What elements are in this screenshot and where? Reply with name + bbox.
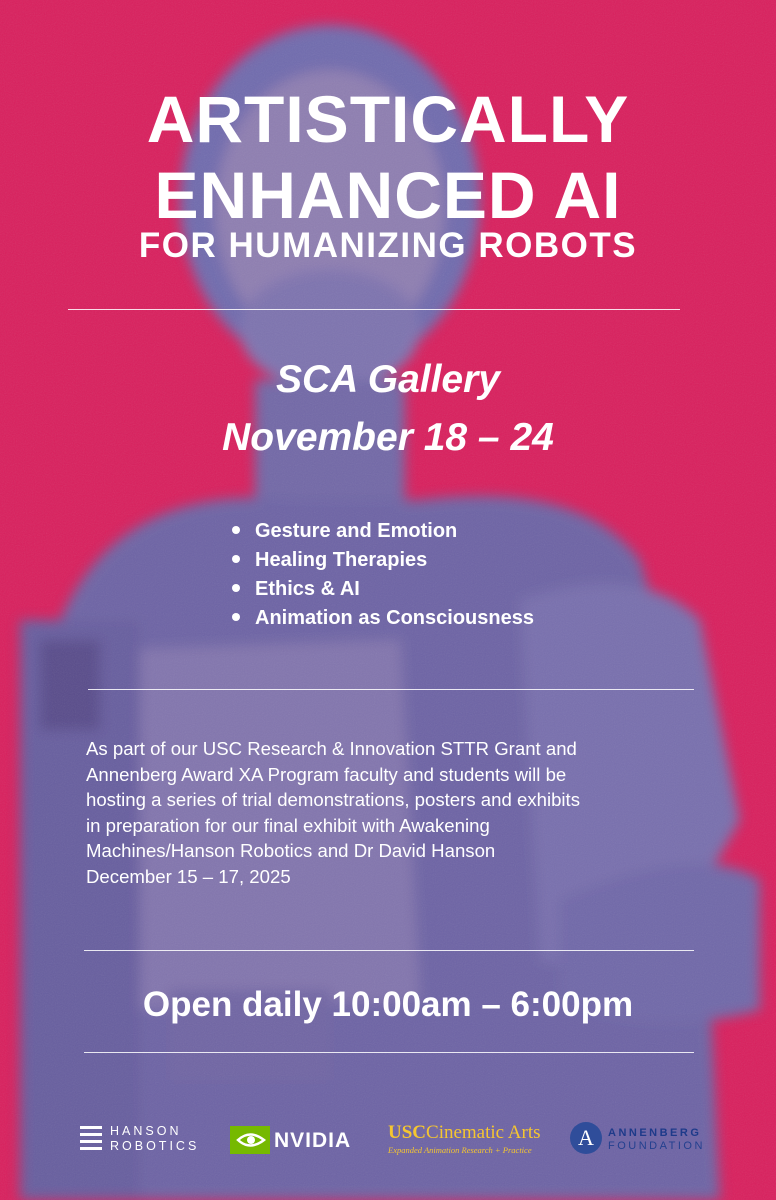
- bullet-icon: [232, 613, 240, 621]
- annenberg-word: ANNENBERG: [608, 1127, 702, 1139]
- description-line: Machines/Hanson Robotics and Dr David Hanson: [86, 840, 496, 861]
- divider-2: [88, 689, 694, 690]
- topic-label: Ethics & AI: [255, 578, 360, 600]
- nvidia-word: NVIDIA: [274, 1129, 352, 1152]
- list-item: [232, 575, 534, 604]
- bullet-icon: [232, 555, 240, 563]
- title-line-2: ENHANCED AI: [154, 158, 622, 232]
- subtitle: FOR HUMANIZING ROBOTS: [138, 226, 638, 265]
- description-line: Annenberg Award XA Program faculty and students will be: [86, 763, 567, 785]
- list-item: [232, 546, 534, 575]
- description-line: As part of our USC Research & Innovation STTR Grant and: [86, 738, 577, 759]
- annenberg-foundation-logo: [570, 1122, 710, 1158]
- divider-1: [68, 309, 680, 310]
- list-item: [232, 604, 534, 633]
- usc-word: USC: [388, 1122, 427, 1143]
- title-line-1: ARTISTICALLY: [146, 82, 630, 156]
- bullet-icon: [232, 526, 240, 534]
- nvidia-logo: [230, 1124, 370, 1156]
- description-line: in preparation for our final exhibit with Awakening: [86, 814, 490, 836]
- foundation-word: FOUNDATION: [608, 1140, 705, 1152]
- usc-subtitle: Expanded Animation Research + Practice: [388, 1145, 532, 1155]
- description-line: December 15 – 17, 2025: [86, 865, 291, 887]
- hanson-bars-icon: [80, 1126, 102, 1154]
- usc-name: [388, 1122, 541, 1144]
- robotics-word: ROBOTICS: [110, 1139, 200, 1153]
- divider-4: [84, 1052, 694, 1053]
- venue-name: SCA Gallery: [276, 358, 500, 401]
- divider-3: [84, 950, 694, 951]
- topic-label: Gesture and Emotion: [255, 520, 458, 542]
- cinematic-arts-word: Cinematic Arts: [426, 1122, 541, 1143]
- description-line: hosting a series of trial demonstrations, posters and exhibits: [86, 789, 581, 810]
- topic-list: [232, 517, 534, 633]
- topic-label: Healing Therapies: [255, 549, 428, 571]
- hanson-word: HANSON: [110, 1124, 182, 1138]
- annenberg-mark-icon: A: [570, 1122, 602, 1154]
- usc-cinematic-arts-logo: [388, 1122, 558, 1158]
- sponsor-logos: [0, 1110, 776, 1170]
- list-item: [232, 517, 534, 546]
- opening-hours: Open daily 10:00am – 6:00pm: [142, 985, 634, 1024]
- hanson-robotics-logo: [80, 1124, 220, 1156]
- bullet-icon: [232, 584, 240, 592]
- description: [86, 736, 726, 889]
- nvidia-eye-icon: [230, 1126, 270, 1154]
- venue-dates: November 18 – 24: [222, 416, 554, 459]
- topic-label: Animation as Consciousness: [255, 607, 534, 629]
